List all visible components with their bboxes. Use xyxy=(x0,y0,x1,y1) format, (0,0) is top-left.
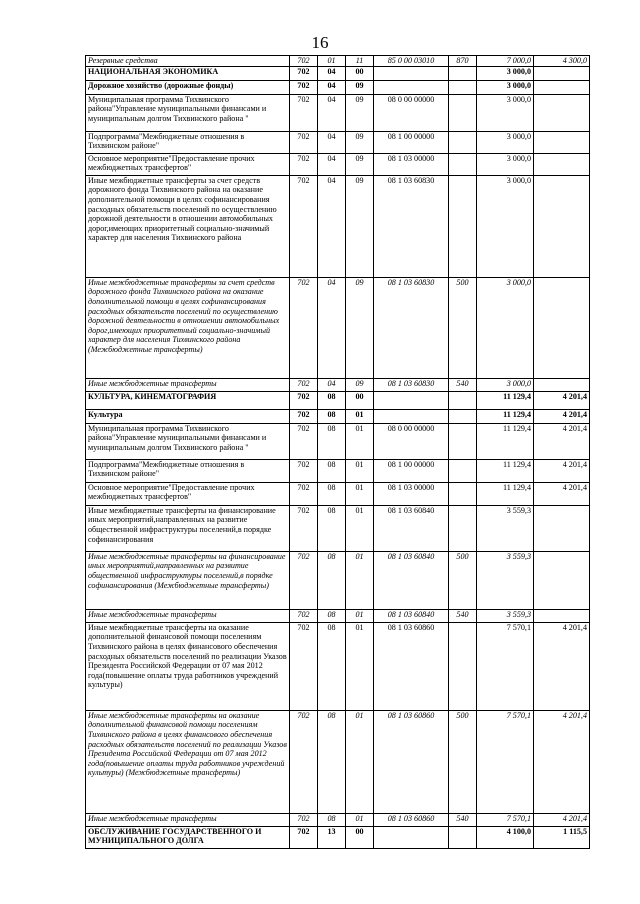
table-row xyxy=(86,391,590,409)
row-name: Муниципальная программа Тихвинского района"Управление муниципальными финансами и муниципальным долгом Тихвинского района " xyxy=(86,94,290,131)
table-row xyxy=(86,505,590,551)
row-grbs-code: 702 xyxy=(290,813,318,826)
row-expense-type xyxy=(449,153,477,175)
row-amount-1: 3 000,0 xyxy=(477,277,534,378)
row-section-code: 08 xyxy=(318,622,346,710)
row-amount-1: 11 129,4 xyxy=(477,409,534,423)
row-grbs-code: 702 xyxy=(290,175,318,277)
row-amount-1: 3 000,0 xyxy=(477,94,534,131)
row-subsection-code: 01 xyxy=(346,710,374,813)
row-subsection-code: 00 xyxy=(346,391,374,409)
row-amount-2: 4 201,4 xyxy=(534,409,590,423)
row-name: Культура xyxy=(86,409,290,423)
row-target-article xyxy=(374,80,449,94)
row-target-article: 08 1 00 00000 xyxy=(374,131,449,153)
row-amount-1: 3 000,0 xyxy=(477,153,534,175)
row-grbs-code: 702 xyxy=(290,551,318,609)
row-amount-2 xyxy=(534,609,590,622)
row-grbs-code: 702 xyxy=(290,131,318,153)
row-grbs-code: 702 xyxy=(290,277,318,378)
row-name: Иные межбюджетные трансферты на финансирование иных мероприятий,направленных на развитие общественной инфраструктуры поселений,в порядке софинансирования xyxy=(86,505,290,551)
row-target-article: 08 0 00 00000 xyxy=(374,94,449,131)
row-expense-type xyxy=(449,423,477,459)
row-target-article: 08 1 03 60830 xyxy=(374,378,449,391)
row-expense-type xyxy=(449,505,477,551)
row-name: Основное мероприятие"Предоставление прочих межбюджетных трансфертов" xyxy=(86,153,290,175)
row-amount-1: 3 000,0 xyxy=(477,80,534,94)
row-name: Подпрограмма"Межбюджетные отношения в Тихвинском районе" xyxy=(86,131,290,153)
row-target-article: 08 1 03 60830 xyxy=(374,277,449,378)
row-target-article: 08 1 03 60840 xyxy=(374,551,449,609)
row-amount-1: 11 129,4 xyxy=(477,423,534,459)
row-target-article: 08 1 03 60860 xyxy=(374,710,449,813)
row-section-code: 08 xyxy=(318,391,346,409)
table-row xyxy=(86,80,590,94)
row-target-article xyxy=(374,391,449,409)
row-expense-type xyxy=(449,94,477,131)
row-amount-2 xyxy=(534,94,590,131)
row-expense-type: 500 xyxy=(449,551,477,609)
row-target-article: 85 0 00 03010 xyxy=(374,56,449,67)
row-target-article: 08 1 03 60860 xyxy=(374,813,449,826)
row-section-code: 04 xyxy=(318,175,346,277)
row-grbs-code: 702 xyxy=(290,94,318,131)
row-expense-type xyxy=(449,826,477,848)
row-section-code: 01 xyxy=(318,56,346,67)
row-amount-1: 3 000,0 xyxy=(477,131,534,153)
row-amount-2 xyxy=(534,131,590,153)
table-row xyxy=(86,813,590,826)
row-target-article: 08 1 03 00000 xyxy=(374,482,449,505)
row-name: Иные межбюджетные трансферты xyxy=(86,813,290,826)
row-section-code: 08 xyxy=(318,409,346,423)
row-expense-type xyxy=(449,80,477,94)
table-row xyxy=(86,423,590,459)
row-subsection-code: 01 xyxy=(346,609,374,622)
table-row xyxy=(86,175,590,277)
row-expense-type: 540 xyxy=(449,378,477,391)
row-target-article xyxy=(374,66,449,80)
row-name: Резервные средства xyxy=(86,56,290,67)
row-expense-type xyxy=(449,482,477,505)
row-section-code: 04 xyxy=(318,131,346,153)
row-grbs-code: 702 xyxy=(290,622,318,710)
row-expense-type: 540 xyxy=(449,609,477,622)
budget-table xyxy=(85,55,590,849)
row-subsection-code: 00 xyxy=(346,826,374,848)
table-row xyxy=(86,56,590,67)
row-subsection-code: 09 xyxy=(346,153,374,175)
table-row xyxy=(86,826,590,848)
row-section-code: 08 xyxy=(318,505,346,551)
table-row xyxy=(86,153,590,175)
row-section-code: 08 xyxy=(318,710,346,813)
row-target-article xyxy=(374,409,449,423)
row-subsection-code: 00 xyxy=(346,66,374,80)
row-amount-2 xyxy=(534,80,590,94)
row-amount-2: 4 201,4 xyxy=(534,482,590,505)
row-name: Иные межбюджетные трансферты xyxy=(86,609,290,622)
row-name: НАЦИОНАЛЬНАЯ ЭКОНОМИКА xyxy=(86,66,290,80)
row-expense-type xyxy=(449,175,477,277)
row-section-code: 08 xyxy=(318,609,346,622)
row-name: Подпрограмма"Межбюджетные отношения в Тихвинском районе" xyxy=(86,459,290,482)
table-row xyxy=(86,94,590,131)
row-section-code: 08 xyxy=(318,813,346,826)
row-amount-1: 7 570,1 xyxy=(477,813,534,826)
row-grbs-code: 702 xyxy=(290,409,318,423)
row-subsection-code: 01 xyxy=(346,423,374,459)
table-row xyxy=(86,409,590,423)
page-number: 16 xyxy=(311,33,329,52)
row-section-code: 04 xyxy=(318,277,346,378)
row-name: Иные межбюджетные трансферты на оказание дополнительной финансовой помощи поселениям Тихвинского района в целях финансового обеспечения расходных обязательств поселений по реализации Указов Президента Российской Федерации от 07 мая 2012 года(повышение оплаты труда работников учреждений культуры) (Межбюджетные трансферты) xyxy=(86,710,290,813)
row-subsection-code: 09 xyxy=(346,131,374,153)
row-expense-type xyxy=(449,391,477,409)
row-expense-type: 540 xyxy=(449,813,477,826)
row-expense-type xyxy=(449,622,477,710)
row-target-article: 08 1 03 60840 xyxy=(374,505,449,551)
row-expense-type xyxy=(449,66,477,80)
row-grbs-code: 702 xyxy=(290,459,318,482)
row-name: Иные межбюджетные трансферты на финансирование иных мероприятий,направленных на развитие общественной инфраструктуры поселений,в порядке софинансирования (Межбюджетные трансферты) xyxy=(86,551,290,609)
row-amount-2: 4 201,4 xyxy=(534,459,590,482)
row-section-code: 08 xyxy=(318,482,346,505)
row-name: Муниципальная программа Тихвинского района"Управление муниципальными финансами и муниципальным долгом Тихвинского района " xyxy=(86,423,290,459)
row-amount-2: 1 115,5 xyxy=(534,826,590,848)
row-amount-2 xyxy=(534,66,590,80)
row-subsection-code: 01 xyxy=(346,813,374,826)
row-amount-2: 4 201,4 xyxy=(534,622,590,710)
table-row xyxy=(86,710,590,813)
row-grbs-code: 702 xyxy=(290,56,318,67)
row-name: Основное мероприятие"Предоставление прочих межбюджетных трансфертов" xyxy=(86,482,290,505)
row-amount-2 xyxy=(534,378,590,391)
row-expense-type xyxy=(449,409,477,423)
row-section-code: 08 xyxy=(318,551,346,609)
row-section-code: 08 xyxy=(318,423,346,459)
row-subsection-code: 11 xyxy=(346,56,374,67)
row-amount-2 xyxy=(534,153,590,175)
row-amount-2 xyxy=(534,277,590,378)
row-subsection-code: 09 xyxy=(346,277,374,378)
row-target-article: 08 1 03 60840 xyxy=(374,609,449,622)
row-section-code: 08 xyxy=(318,459,346,482)
row-name: КУЛЬТУРА, КИНЕМАТОГРАФИЯ xyxy=(86,391,290,409)
row-name: ОБСЛУЖИВАНИЕ ГОСУДАРСТВЕННОГО И МУНИЦИПАЛЬНОГО ДОЛГА xyxy=(86,826,290,848)
row-amount-1: 7 000,0 xyxy=(477,56,534,67)
row-grbs-code: 702 xyxy=(290,66,318,80)
row-name: Иные межбюджетные трансферты за счет средств дорожного фонда Тихвинского района на оказание дополнительной помощи в целях софинансирования расходных обязательств поселений по осуществлению дорожной деятельности в отношении автомобильных дорог,имеющих приоритетный социально-значимый характер для населения Тихвинского района (Межбюджетные трансферты) xyxy=(86,277,290,378)
row-section-code: 04 xyxy=(318,153,346,175)
row-amount-1: 4 100,0 xyxy=(477,826,534,848)
row-grbs-code: 702 xyxy=(290,710,318,813)
table-row xyxy=(86,459,590,482)
row-grbs-code: 702 xyxy=(290,423,318,459)
table-row xyxy=(86,609,590,622)
row-target-article: 08 1 00 00000 xyxy=(374,459,449,482)
row-subsection-code: 01 xyxy=(346,622,374,710)
table-row xyxy=(86,551,590,609)
row-amount-2: 4 201,4 xyxy=(534,423,590,459)
row-amount-2: 4 201,4 xyxy=(534,710,590,813)
row-amount-1: 11 129,4 xyxy=(477,391,534,409)
row-target-article: 08 0 00 00000 xyxy=(374,423,449,459)
row-subsection-code: 01 xyxy=(346,409,374,423)
row-grbs-code: 702 xyxy=(290,391,318,409)
row-grbs-code: 702 xyxy=(290,378,318,391)
table-row xyxy=(86,378,590,391)
row-target-article xyxy=(374,826,449,848)
row-section-code: 04 xyxy=(318,94,346,131)
row-name: Иные межбюджетные трансферты на оказание дополнительной финансовой помощи поселениям Тихвинского района в целях финансового обеспечения расходных обязательств поселений по реализации Указов Президента Российской Федерации от 07 мая 2012 года(повышение оплаты труда работников учреждений культуры) xyxy=(86,622,290,710)
row-subsection-code: 09 xyxy=(346,175,374,277)
row-subsection-code: 01 xyxy=(346,459,374,482)
row-amount-1: 3 559,3 xyxy=(477,551,534,609)
row-amount-1: 3 000,0 xyxy=(477,378,534,391)
row-amount-1: 7 570,1 xyxy=(477,622,534,710)
row-amount-2: 4 300,0 xyxy=(534,56,590,67)
row-amount-1: 3 000,0 xyxy=(477,66,534,80)
row-expense-type: 870 xyxy=(449,56,477,67)
row-grbs-code: 702 xyxy=(290,505,318,551)
row-grbs-code: 702 xyxy=(290,609,318,622)
row-section-code: 04 xyxy=(318,66,346,80)
row-expense-type: 500 xyxy=(449,277,477,378)
row-amount-2: 4 201,4 xyxy=(534,391,590,409)
row-subsection-code: 01 xyxy=(346,505,374,551)
row-amount-2 xyxy=(534,551,590,609)
row-amount-2: 4 201,4 xyxy=(534,813,590,826)
row-amount-1: 11 129,4 xyxy=(477,459,534,482)
row-subsection-code: 09 xyxy=(346,94,374,131)
row-amount-2 xyxy=(534,175,590,277)
row-grbs-code: 702 xyxy=(290,482,318,505)
row-expense-type: 500 xyxy=(449,710,477,813)
row-amount-1: 3 559,3 xyxy=(477,505,534,551)
row-target-article: 08 1 03 60830 xyxy=(374,175,449,277)
row-name: Иные межбюджетные трансферты за счет средств дорожного фонда Тихвинского района на оказание дополнительной помощи в целях софинансирования расходных обязательств поселений по осуществлению дорожной деятельности в отношении автомобильных дорог,имеющих приоритетный социально-значимый характер для населения Тихвинского района xyxy=(86,175,290,277)
table-row xyxy=(86,622,590,710)
row-grbs-code: 702 xyxy=(290,826,318,848)
table-row xyxy=(86,482,590,505)
table-row xyxy=(86,131,590,153)
row-expense-type xyxy=(449,131,477,153)
row-grbs-code: 702 xyxy=(290,153,318,175)
table-row xyxy=(86,277,590,378)
row-section-code: 04 xyxy=(318,80,346,94)
row-amount-1: 11 129,4 xyxy=(477,482,534,505)
row-name: Иные межбюджетные трансферты xyxy=(86,378,290,391)
row-subsection-code: 01 xyxy=(346,551,374,609)
row-subsection-code: 09 xyxy=(346,378,374,391)
row-amount-1: 3 559,3 xyxy=(477,609,534,622)
row-target-article: 08 1 03 00000 xyxy=(374,153,449,175)
row-target-article: 08 1 03 60860 xyxy=(374,622,449,710)
row-section-code: 04 xyxy=(318,378,346,391)
row-subsection-code: 01 xyxy=(346,482,374,505)
row-amount-1: 3 000,0 xyxy=(477,175,534,277)
row-amount-1: 7 570,1 xyxy=(477,710,534,813)
row-subsection-code: 09 xyxy=(346,80,374,94)
row-section-code: 13 xyxy=(318,826,346,848)
row-name: Дорожное хозяйство (дорожные фонды) xyxy=(86,80,290,94)
row-expense-type xyxy=(449,459,477,482)
row-amount-2 xyxy=(534,505,590,551)
row-grbs-code: 702 xyxy=(290,80,318,94)
table-row xyxy=(86,66,590,80)
